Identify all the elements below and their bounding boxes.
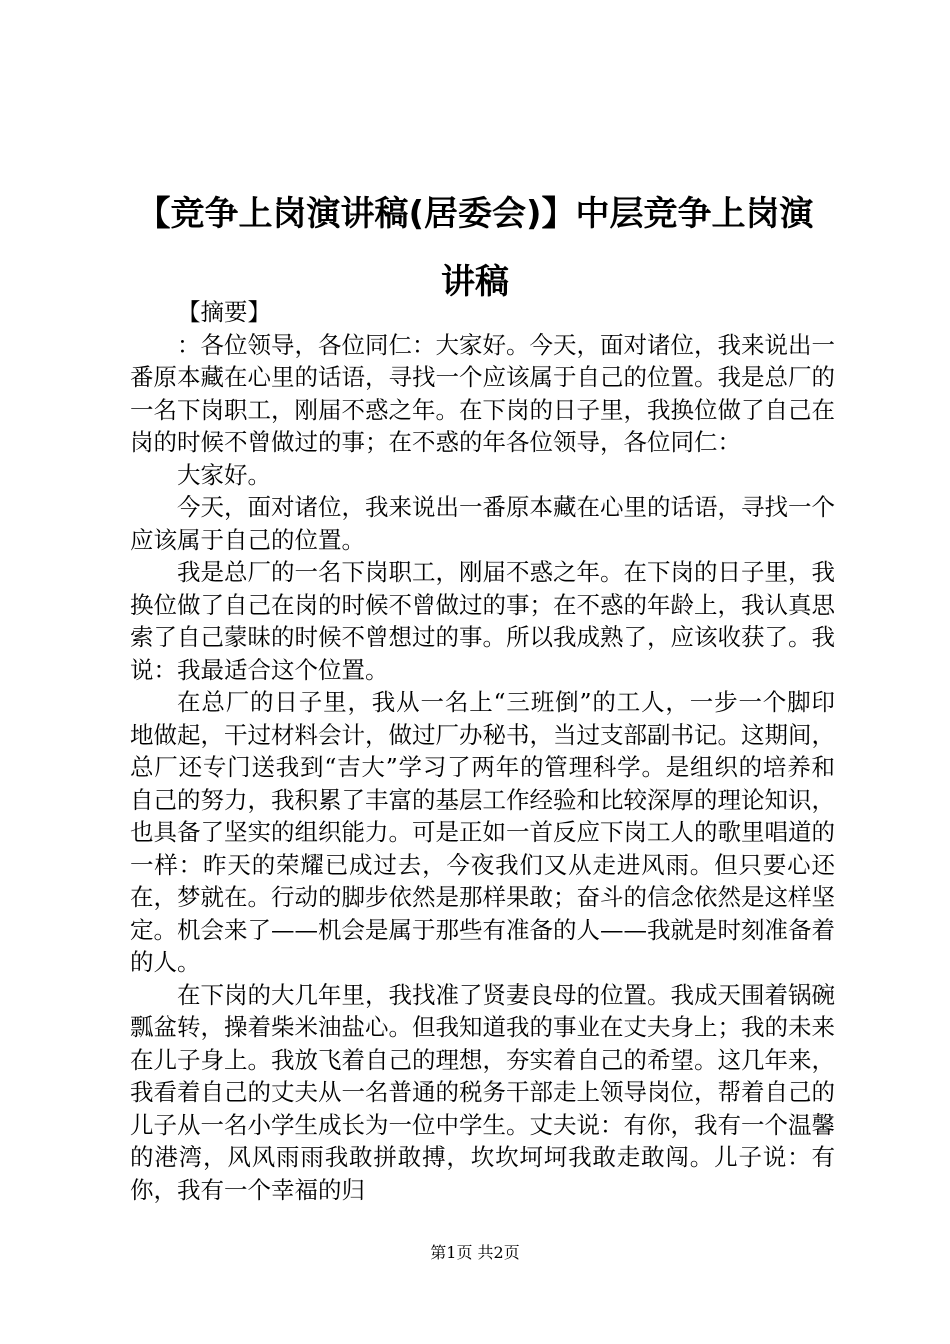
paragraph-background: 我是总厂的一名下岗职工，刚届不惑之年。在下岗的日子里，我换位做了自己在岗的时候不曾做过的事；在不惑的年龄上，我认真思索了自己蒙昧的时候不曾想过的事。所以我成熟了，应该收获了。我说：我最适合这个位置。	[130, 558, 835, 684]
paragraph-experience: 在总厂的日子里，我从一名上“三班倒”的工人，一步一个脚印地做起，干过材料会计，做过厂办秘书，当过支部副书记。这期间，总厂还专门送我到“吉大”学习了两年的管理科学。是组织的培养和自己的努力，我积累了丰富的基层工作经验和比较深厚的理论知识，也具备了坚实的组织能力。可是正如一首反应下岗工人的歌里唱道的一样：昨天的荣耀已成过去，今夜我们又从走进风雨。但只要心还在，梦就在。行动的脚步依然是那样果敢；奋斗的信念依然是这样坚定。机会来了——机会是属于那些有准备的人——我就是时刻准备着的人。	[130, 688, 835, 976]
document-body	[130, 296, 835, 1206]
paragraph-abstract-label: 【摘要】	[177, 298, 271, 326]
paragraph-intro: 今天，面对诸位，我来说出一番原本藏在心里的话语，寻找一个应该属于自己的位置。	[130, 493, 835, 554]
paragraph-family: 在下岗的大几年里，我找准了贤妻良母的位置。我成天围着锅碗瓢盆转，操着柴米油盐心。但我知道我的事业在丈夫身上；我的未来在儿子身上。我放飞着自己的理想，夯实着自己的希望。这几年来，我看着自己的丈夫从一名普通的税务干部走上领导岗位，帮着自己的儿子从一名小学生成长为一位中学生。丈夫说：有你，我有一个温馨的港湾，风风雨雨我敢拼敢搏，坎坎坷坷我敢走敢闯。儿子说：有你，我有一个幸福的归	[130, 980, 835, 1204]
paragraph-greeting: 大家好。	[177, 460, 271, 489]
paragraph-abstract: ：各位领导，各位同仁：大家好。今天，面对诸位，我来说出一番原本藏在心里的话语，寻找一个应该属于自己的位置。我是总厂的一名下岗职工，刚届不惑之年。在下岗的日子里，我换位做了自己在岗的时候不曾做过的事；在不惑的年各位领导，各位同仁：	[130, 330, 835, 456]
document-title: 【竞争上岗演讲稿(居委会)】中层竞争上岗演讲稿	[136, 194, 814, 302]
page-footer: 第1页 共2页	[430, 1243, 520, 1262]
